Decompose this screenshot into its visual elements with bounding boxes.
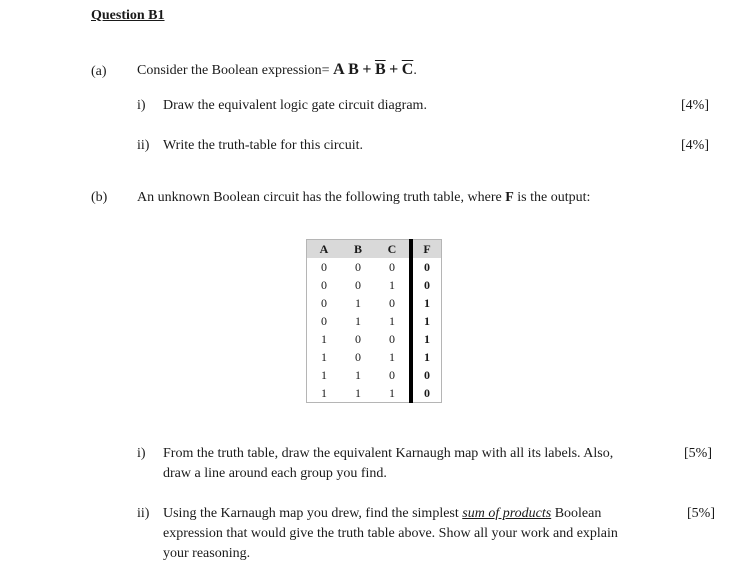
table-cell: 0	[389, 296, 395, 310]
expr-end: .	[413, 63, 417, 78]
table-cell: 0	[355, 260, 361, 274]
table-cell-f: 0	[411, 384, 442, 403]
sum-of-products-term: sum of products	[462, 506, 552, 521]
expr-plus-2: +	[389, 61, 399, 78]
table-cell: 1	[389, 278, 395, 292]
truth-table-header-c: C	[375, 240, 411, 259]
table-cell: 1	[389, 314, 395, 328]
truth-table-header-row	[307, 240, 442, 259]
table-row	[307, 348, 442, 366]
part-b-sub-ii-line-2: expression that would give the truth table above. Show all your work and explain	[163, 526, 618, 541]
expr-b-bar: $\overline{B}$	[374, 61, 386, 78]
part-b-intro-post: is the output:	[517, 190, 591, 205]
part-b-sub-ii-line-1-pre: Using the Karnaugh map you drew, find the simplest	[163, 506, 459, 521]
table-cell: 0	[355, 278, 361, 292]
table-cell: 0	[321, 260, 327, 274]
part-a-sub-ii-label: ii)	[137, 138, 150, 153]
expr-plus-1: +	[362, 61, 372, 78]
table-cell: 1	[321, 368, 327, 382]
question-title: Question B1	[91, 8, 165, 23]
table-row	[307, 276, 442, 294]
table-cell: 1	[321, 386, 327, 400]
table-cell-f: 0	[411, 276, 442, 294]
expr-c-bar: $\overline{C}$	[401, 61, 414, 78]
truth-table-header-b: B	[341, 240, 375, 259]
part-a-sub-ii-marks: [4%]	[681, 138, 709, 153]
part-a-question	[137, 60, 417, 81]
part-b-label: (b)	[91, 190, 108, 205]
part-b-sub-i-label: i)	[137, 446, 146, 461]
part-b-sub-i-marks: [5%]	[684, 446, 712, 461]
table-cell: 0	[321, 278, 327, 292]
table-row	[307, 384, 442, 403]
part-b-sub-ii-label: ii)	[137, 506, 150, 521]
part-a-sub-ii-text: Write the truth-table for this circuit.	[163, 138, 364, 153]
part-b-sub-i-line-2: draw a line around each group you find.	[163, 466, 387, 481]
table-cell: 1	[321, 332, 327, 346]
part-a-sub-i-text: Draw the equivalent logic gate circuit diagram.	[163, 98, 427, 113]
table-cell: 1	[355, 368, 361, 382]
table-cell: 0	[321, 296, 327, 310]
truth-table-header-a: A	[307, 240, 342, 259]
expr-b: B	[348, 61, 359, 78]
part-b-intro-f: F	[505, 190, 514, 205]
table-cell: 0	[389, 260, 395, 274]
part-b-sub-ii-marks: [5%]	[687, 506, 715, 521]
part-b-sub-ii-line-1-post: Boolean	[554, 506, 602, 521]
part-a-intro: Consider the Boolean expression=	[137, 63, 330, 78]
table-cell-f: 1	[411, 294, 442, 312]
truth-table-header-f: F	[411, 240, 442, 259]
table-cell: 1	[355, 386, 361, 400]
part-b-intro	[137, 188, 590, 208]
part-a-sub-i-label: i)	[137, 98, 146, 113]
table-cell-f: 1	[411, 330, 442, 348]
part-a-label: (a)	[91, 64, 107, 79]
part-b-sub-ii-line-3: your reasoning.	[163, 546, 251, 561]
table-cell: 1	[389, 386, 395, 400]
table-cell: 0	[355, 332, 361, 346]
table-cell: 1	[355, 296, 361, 310]
table-row	[307, 312, 442, 330]
table-row	[307, 366, 442, 384]
table-cell-f: 1	[411, 312, 442, 330]
table-cell: 1	[355, 314, 361, 328]
table-cell: 1	[389, 350, 395, 364]
table-row	[307, 330, 442, 348]
table-cell: 0	[355, 350, 361, 364]
truth-table	[306, 239, 442, 403]
part-a-sub-i-marks: [4%]	[681, 98, 709, 113]
expr-a: A	[333, 61, 345, 78]
part-b-sub-i-line-1: From the truth table, draw the equivalent Karnaugh map with all its labels. Also,	[163, 446, 614, 461]
table-row	[307, 294, 442, 312]
table-cell: 1	[321, 350, 327, 364]
table-cell: 0	[389, 368, 395, 382]
table-cell-f: 0	[411, 258, 442, 276]
table-cell-f: 0	[411, 366, 442, 384]
table-cell: 0	[389, 332, 395, 346]
table-cell-f: 1	[411, 348, 442, 366]
part-b-intro-pre: An unknown Boolean circuit has the following truth table, where	[137, 190, 502, 205]
part-b-sub-ii-line-1	[163, 504, 601, 524]
table-row	[307, 258, 442, 276]
table-cell: 0	[321, 314, 327, 328]
